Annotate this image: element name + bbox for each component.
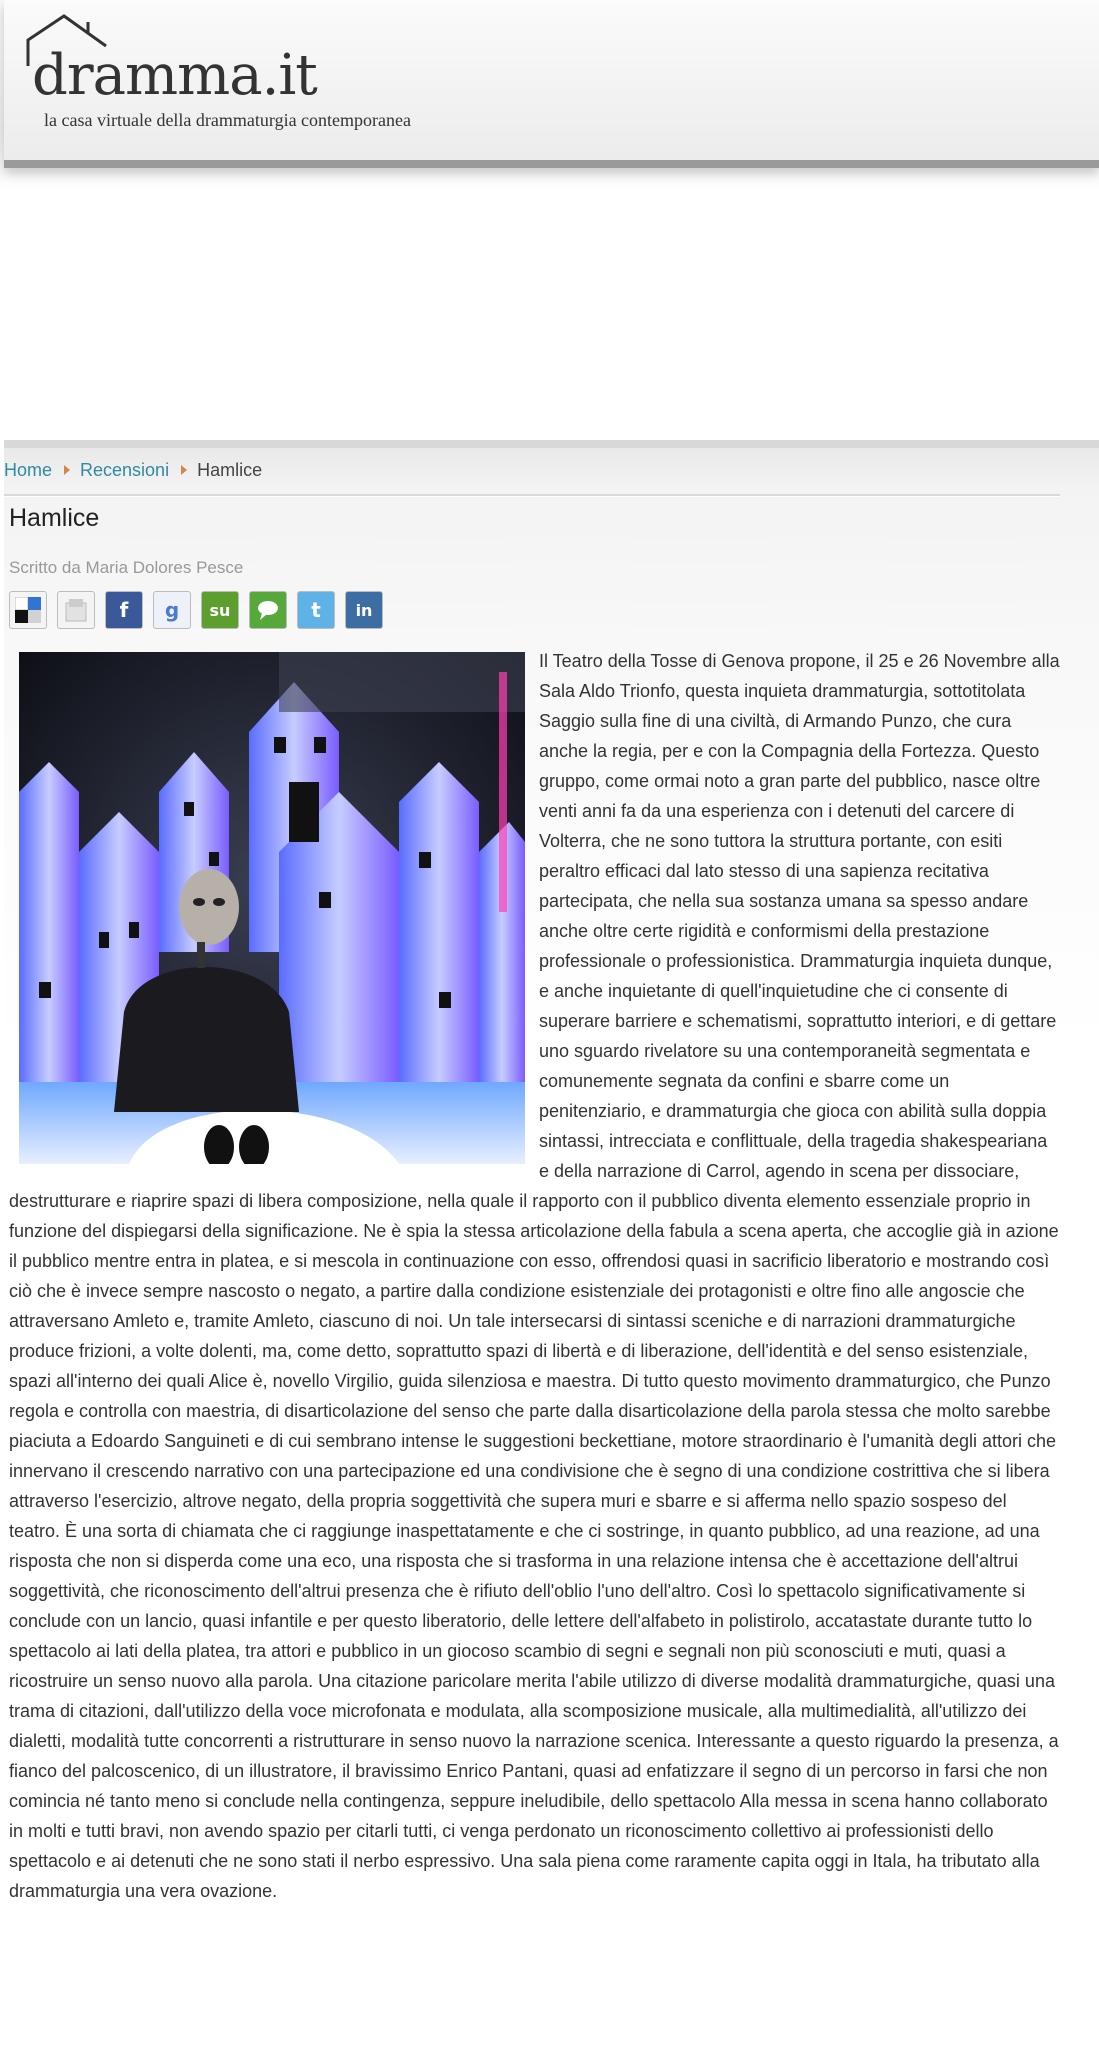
facebook-icon[interactable]: f: [105, 591, 143, 629]
breadcrumb-arrow-icon: [64, 465, 70, 475]
page-title: Hamlice: [9, 504, 100, 532]
stumbleupon-icon[interactable]: su: [201, 591, 239, 629]
article-author: Scritto da Maria Dolores Pesce: [9, 558, 244, 577]
breadcrumb-home-link[interactable]: Home: [4, 460, 53, 480]
article-text: Il Teatro della Tosse di Genova propone, il 25 e 26 Novembre alla Sala Aldo Trionfo, questa inquieta drammaturgia, sottotitolata Saggio sulla fine di una civiltà, di Armando Punzo, che cura anche la regia, per e con la Compagnia della Fortezza. Questo gruppo, come ormai noto a gran parte del pubblico, nasce oltre venti anni fa da una esperienza con i detenuti del carcere di Volterra, che ne sono tuttora la struttura portante, con esiti peraltro efficaci dal lato stesso di una sapienza recitativa partecipata, che nella sua sostanza umana sa spesso andare anche oltre certe rigidità e conformismi della prestazione professionale o professionistica. Drammaturgia inquieta dunque, e anche inquietante di quell'inquietudine che ci consente di superare barriere e schematismi, soprattutto interiori, e di gettare uno sguardo rivelatore su una contemporaneità segmentata e comunemente segnata da confini e sbarre come un penitenziario, e drammaturgia che gioca con abilità sulla doppia sintassi, intrecciata e conflittuale, della tragedia shakespeariana e della narrazione di Carrol, agendo in scena per dissociare, destrutturare e riaprire spazi di libera composizione, nella quale il rapporto con il pubblico diventa elemento essenziale proprio in funzione del dispiegarsi della significazione. Ne è spia la stessa articolazione della fabula a scena aperta, che accoglie già in azione il pubblico mentre entra in platea, e si mescola in continuazione con esso, offrendosi quasi in sacrificio liberatorio e mostrando così ciò che è invece sempre nascosto o negato, a partire dalla condizione esistenziale dei protagonisti e oltre fino alle angoscie che attraversano Amleto e, tramite Amleto, ciascuno di noi. Un tale intersecarsi di sintassi sceniche e di narrazioni drammaturgiche produce frizioni, a volte dolenti, ma, come detto, soprattutto spazi di libertà e di liberazione, dell'identità e del senso esistenziale, spazi all'interno dei quali Alice è, novello Virgilio, guida silenziosa e maestra. Di tutto questo movimento drammaturgico, che Punzo regola e controlla con maestria, di disarticolazione del senso che parte dalla disarticolazione della parola stessa che molto sarebbe piaciuta a Edoardo Sanguineti e di cui sembrano intense le suggestioni beckettiane, motore straordinario è l'umanità degli attori che innervano il crescendo narrativo con una partecipazione ed una condivisione che è segno di una condizione costrittiva che si libera attraverso l'esercizio, altrove negato, della propria soggettività che supera muri e sbarre e si afferma nello spazio sospeso del teatro. È una sorta di chiamata che ci raggiunge inaspettatamente e che ci sostringe, in quanto pubblico, ad una reazione, ad una risposta che non si disperda come una eco, una risposta che si trasforma in una relazione intensa che è accettazione dell'altrui soggettività, che riconoscimento dell'altrui presenza che è rifiuto dell'oblio l'uno dell'altro. Così lo spettacolo significativamente si conclude con un lancio, quasi infantile e per questo liberatorio, delle lettere dell'alfabeto in polistirolo, accatastate durante tutto lo spettacolo ai lati della platea, tra attori e pubblico in un giocoso scambio di segni e segnali non più sconosciuti e muti, quasi a ricostruire un senso nuovo alla parola. Una citazione paricolare merita l'abile utilizzo di diverse modalità drammaturgiche, quasi una trama di citazioni, dall'utilizzo della voce microfonata e modulata, alla scomposizione musicale, alla multimedialità, all'utilizzo dei dialetti, modalità tutte concorrenti a ristrutturare in senso nuovo la narrazione scenica. Interessante a questo riguardo la presenza, a fianco del palcoscenico, di un illustratore, il bravissimo Enrico Pantani, quasi ad enfatizzare il segno di un percorso in farsi che non comincia né tanto meno si conclude nella contingenza, seppure ineludibile, dello spettacolo Alla messa in scena hanno collaborato in molti e tutti bravi, non avendo spazio per citarli tutti, ci venga perdonato un riconoscimento collettivo ai professionisti dello spettacolo e ai detenuti che ne sono stati il nerbo espressivo. Una sala piena come raramente capita oggi in Itala, ha tributato alla drammaturgia una vera ovazione.: [9, 651, 1060, 1901]
breadcrumb-current: Hamlice: [197, 460, 263, 480]
technorati-icon[interactable]: [249, 591, 287, 629]
breadcrumb-recensioni-link[interactable]: Recensioni: [80, 460, 170, 480]
digg-icon[interactable]: [57, 591, 95, 629]
article-photo: [19, 652, 525, 1164]
google-icon[interactable]: g: [153, 591, 191, 629]
breadcrumb-arrow-icon: [181, 465, 187, 475]
linkedin-icon[interactable]: in: [345, 591, 383, 629]
header-banner: [4, 0, 1099, 168]
twitter-icon[interactable]: t: [297, 591, 335, 629]
site-logo[interactable]: dramma.it: [32, 43, 317, 108]
delicious-icon[interactable]: [9, 591, 47, 629]
site-header: [0, 0, 1099, 190]
breadcrumb: [4, 460, 262, 481]
main-content: [4, 440, 1099, 2059]
breadcrumb-divider: [4, 494, 1060, 497]
article-body: [9, 646, 1061, 1906]
site-tagline: la casa virtuale della drammaturgia contemporanea: [44, 110, 411, 130]
social-share-bar: [9, 591, 383, 629]
